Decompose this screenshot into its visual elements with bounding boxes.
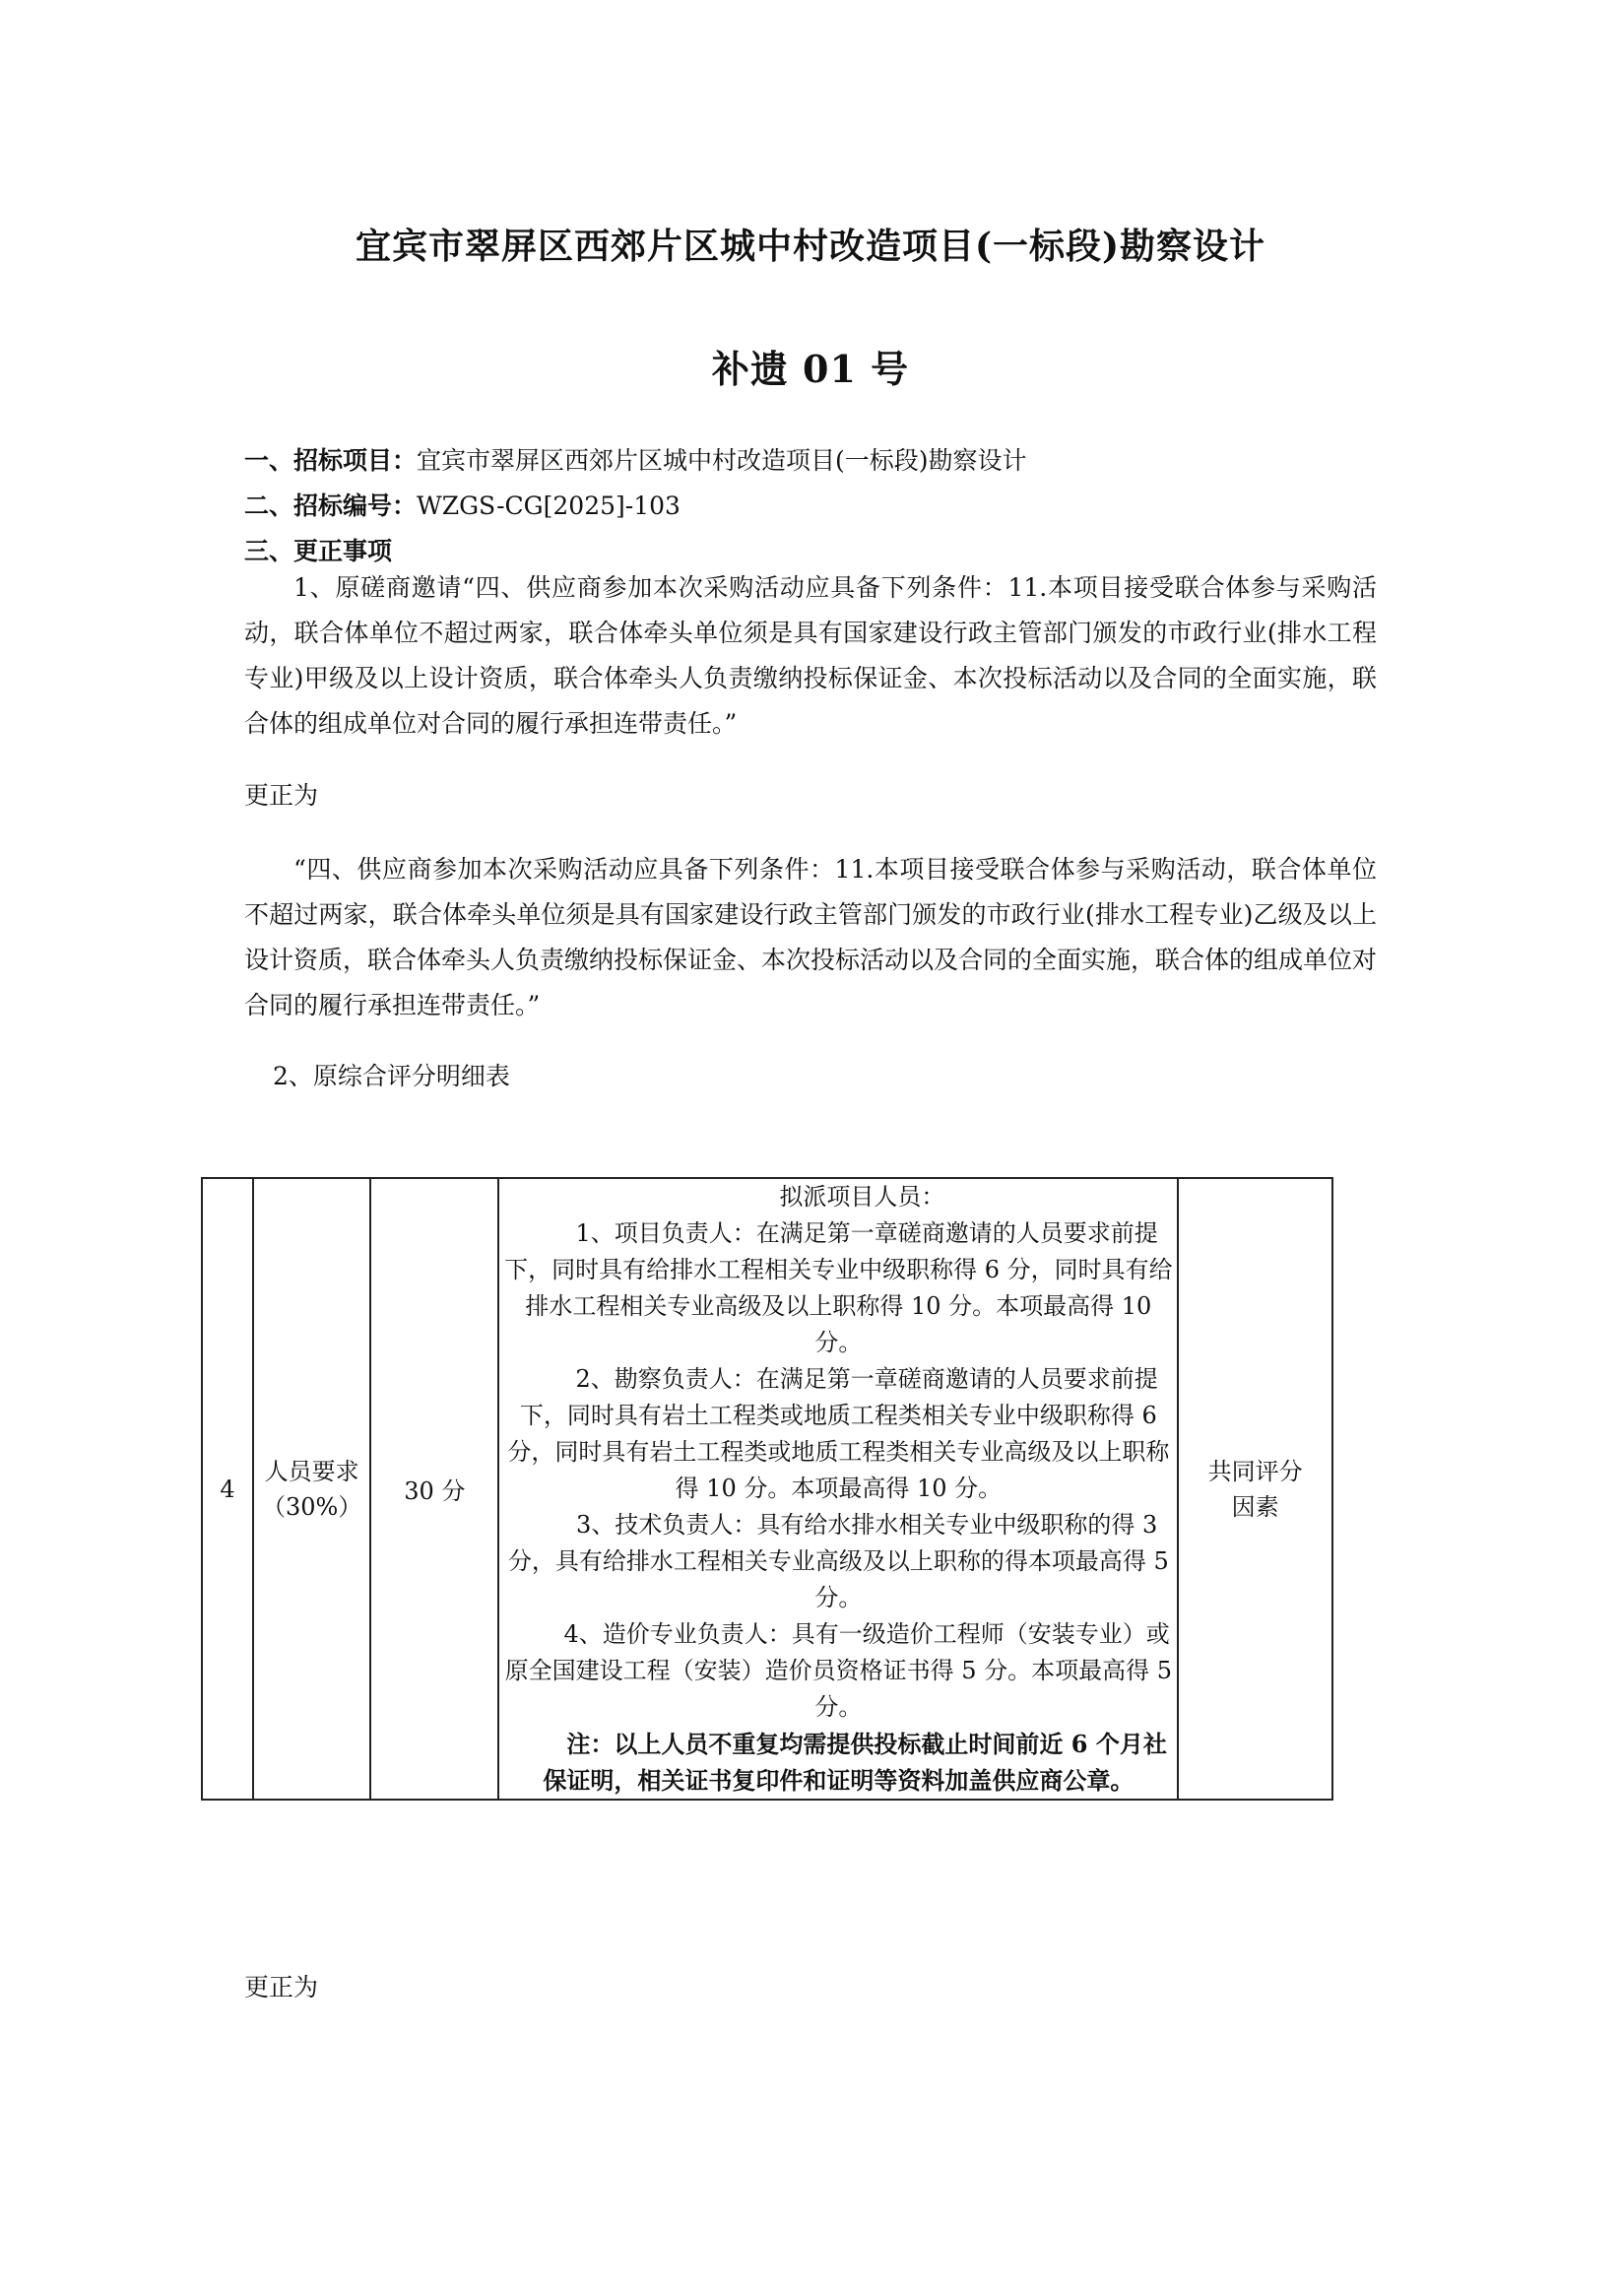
corrected-as-label-1: 更正为 (244, 781, 319, 810)
corrected-as-label-2: 更正为 (244, 1973, 319, 2001)
document-title: 宜宾市翠屏区西郊片区城中村改造项目(一标段)勘察设计 (355, 226, 1266, 267)
item-1-label: 一、招标项目： (244, 446, 418, 475)
requirement-note: 注：以上人员不重复均需提供投标截止时间前近 6 个月社保证明，相关证书复印件和证明等资料加盖供应商公章。 (543, 1730, 1167, 1795)
original-clause-paragraph: 1、原磋商邀请“四、供应商参加本次采购活动应具备下列条件：11.本项目接受联合体参与采购活动，联合体单位不超过两家，联合体牵头单位须是具有国家建设行政主管部门颁发的市政行业(排水工程专业)甲级及以上设计资质，联合体牵头人负责缴纳投标保证金、本次投标活动以及合同的全面实施，联合体的组成单位对合同的履行承担连带责任。” (244, 573, 1377, 738)
item-1 (244, 441, 1027, 477)
item-2-label: 二、招标编号： (244, 492, 418, 520)
cell-requirements (498, 1178, 1178, 1800)
cell-factor: 人员要求（30%） (253, 1178, 370, 1800)
document-subtitle: 补遗 01 号 (711, 347, 910, 391)
item-1-value: 宜宾市翠屏区西郊片区城中村改造项目(一标段)勘察设计 (417, 446, 1027, 475)
cell-no: 4 (202, 1178, 253, 1800)
cell-score: 30 分 (370, 1178, 498, 1800)
requirement-4: 4、造价专业负责人：具有一级造价工程师（安装专业）或原全国建设工程（安装）造价员资格证书得 5 分。本项最高得 5 分。 (504, 1620, 1173, 1721)
item-2-heading: 2、原综合评分明细表 (273, 1062, 510, 1090)
requirements-intro: 拟派项目人员： (779, 1183, 945, 1211)
requirement-1: 1、项目负责人：在满足第一章磋商邀请的人员要求前提下，同时具有给排水工程相关专业中级职称得 6 分，同时具有给排水工程相关专业高级及以上职称得 10 分。本项最高得 10 分。 (504, 1219, 1173, 1356)
item-2-value: WZGS-CG[2025]-103 (417, 492, 681, 520)
item-2 (244, 487, 681, 522)
scoring-table (201, 1177, 1333, 1801)
cell-category: 共同评分因素 (1178, 1178, 1332, 1800)
requirement-2: 2、勘察负责人：在满足第一章磋商邀请的人员要求前提下，同时具有岩土工程类或地质工程类相关专业中级职称得 6 分，同时具有岩土工程类或地质工程类相关专业高级及以上职称得 10 分。本项最高得 10 分。 (507, 1365, 1170, 1502)
table-row (202, 1178, 1332, 1800)
item-3-label: 三、更正事项 (244, 537, 393, 565)
corrected-clause-paragraph: “四、供应商参加本次采购活动应具备下列条件：11.本项目接受联合体参与采购活动，联合体单位不超过两家，联合体牵头单位须是具有国家建设行政主管部门颁发的市政行业(排水工程专业)乙级及以上设计资质，联合体牵头人负责缴纳投标保证金、本次投标活动以及合同的全面实施，联合体的组成单位对合同的履行承担连带责任。” (244, 855, 1378, 1019)
requirement-3: 3、技术负责人：具有给水排水相关专业中级职称的得 3 分，具有给排水工程相关专业高级及以上职称的得本项最高得 5 分。 (507, 1511, 1169, 1611)
